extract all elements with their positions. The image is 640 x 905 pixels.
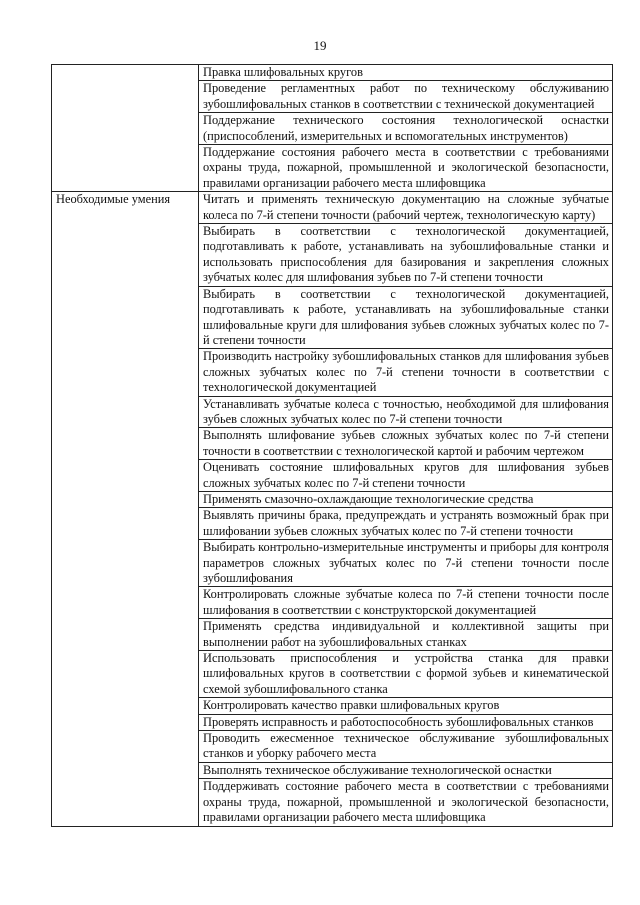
table-cell-item: Поддерживать состояние рабочего места в соответствии с требованиями охраны труда, пожарной, промышленной и экологической безопасности, правилами организации рабочего места шлифовщика bbox=[199, 779, 613, 826]
table-row bbox=[52, 65, 613, 81]
table-cell-item: Применять смазочно-охлаждающие технологические средства bbox=[199, 491, 613, 507]
skills-table bbox=[51, 64, 613, 827]
table-cell-item: Использовать приспособления и устройства станка для правки шлифовальных кругов в соответствии с формой зубьев и кинематической схемой зубошлифовального станка bbox=[199, 651, 613, 698]
table-row bbox=[52, 192, 613, 224]
table-cell-item: Выбирать в соответствии с технологической документацией, подготавливать к работе, устанавливать на зубошлифовальные станки и использовать приспособления для базирования и закрепления сложных зубчатых колес для шлифования зубьев по 7-й степени точности bbox=[199, 224, 613, 287]
table-cell-item: Устанавливать зубчатые колеса с точностью, необходимой для шлифования зубьев сложных зубчатых колес по 7-й степени точности bbox=[199, 396, 613, 428]
table-cell-item: Выполнять шлифование зубьев сложных зубчатых колес по 7-й степени точности в соответствии с технологической картой и рабочим чертежом bbox=[199, 428, 613, 460]
table-cell-item: Выявлять причины брака, предупреждать и устранять возможный брак при шлифовании зубьев сложных зубчатых колес по 7-й степени точности bbox=[199, 508, 613, 540]
table-cell-item: Правка шлифовальных кругов bbox=[199, 65, 613, 81]
page-number: 19 bbox=[313, 38, 327, 53]
table-cell-item: Проводить ежесменное техническое обслуживание зубошлифовальных станков и уборку рабочего места bbox=[199, 731, 613, 763]
table-cell-item: Выполнять техническое обслуживание технологической оснастки bbox=[199, 762, 613, 778]
section-label bbox=[52, 65, 199, 192]
section-label: Необходимые умения bbox=[52, 192, 199, 826]
table-cell-item: Поддержание состояния рабочего места в соответствии с требованиями охраны труда, пожарной, промышленной и экологической безопасности, правилами организации рабочего места шлифовщика bbox=[199, 145, 613, 192]
table-cell-item: Оценивать состояние шлифовальных кругов для шлифования зубьев сложных зубчатых колес по 7-й степени точности bbox=[199, 460, 613, 492]
table-cell-item: Читать и применять техническую документацию на сложные зубчатые колеса по 7-й степени точности (рабочий чертеж, технологическую карту) bbox=[199, 192, 613, 224]
table-cell-item: Поддержание технического состояния технологической оснастки (приспособлений, измерительных и вспомогательных инструментов) bbox=[199, 113, 613, 145]
table-cell-item: Применять средства индивидуальной и коллективной защиты при выполнении работ на зубошлифовальных станках bbox=[199, 619, 613, 651]
table-cell-item: Проведение регламентных работ по техническому обслуживанию зубошлифовальных станков в соответствии с технической документацией bbox=[199, 81, 613, 113]
table-cell-item: Выбирать контрольно-измерительные инструменты и приборы для контроля параметров сложных зубчатых колес по 7-й степени точности после зубошлифования bbox=[199, 540, 613, 587]
table-cell-item: Выбирать в соответствии с технологической документацией, подготавливать к работе, устанавливать на зубошлифовальные станки шлифовальные круги для шлифования зубьев сложных зубчатых колес по 7-й степени точности bbox=[199, 286, 613, 349]
table-cell-item: Контролировать качество правки шлифовальных кругов bbox=[199, 698, 613, 714]
table-cell-item: Производить настройку зубошлифовальных станков для шлифования зубьев сложных зубчатых колес по 7-й степени точности в соответствии с технологической документацией bbox=[199, 349, 613, 396]
table-cell-item: Контролировать сложные зубчатые колеса по 7-й степени точности после шлифования в соответствии с конструкторской документацией bbox=[199, 587, 613, 619]
table-cell-item: Проверять исправность и работоспособность зубошлифовальных станков bbox=[199, 714, 613, 730]
skills-table-body bbox=[52, 65, 613, 827]
